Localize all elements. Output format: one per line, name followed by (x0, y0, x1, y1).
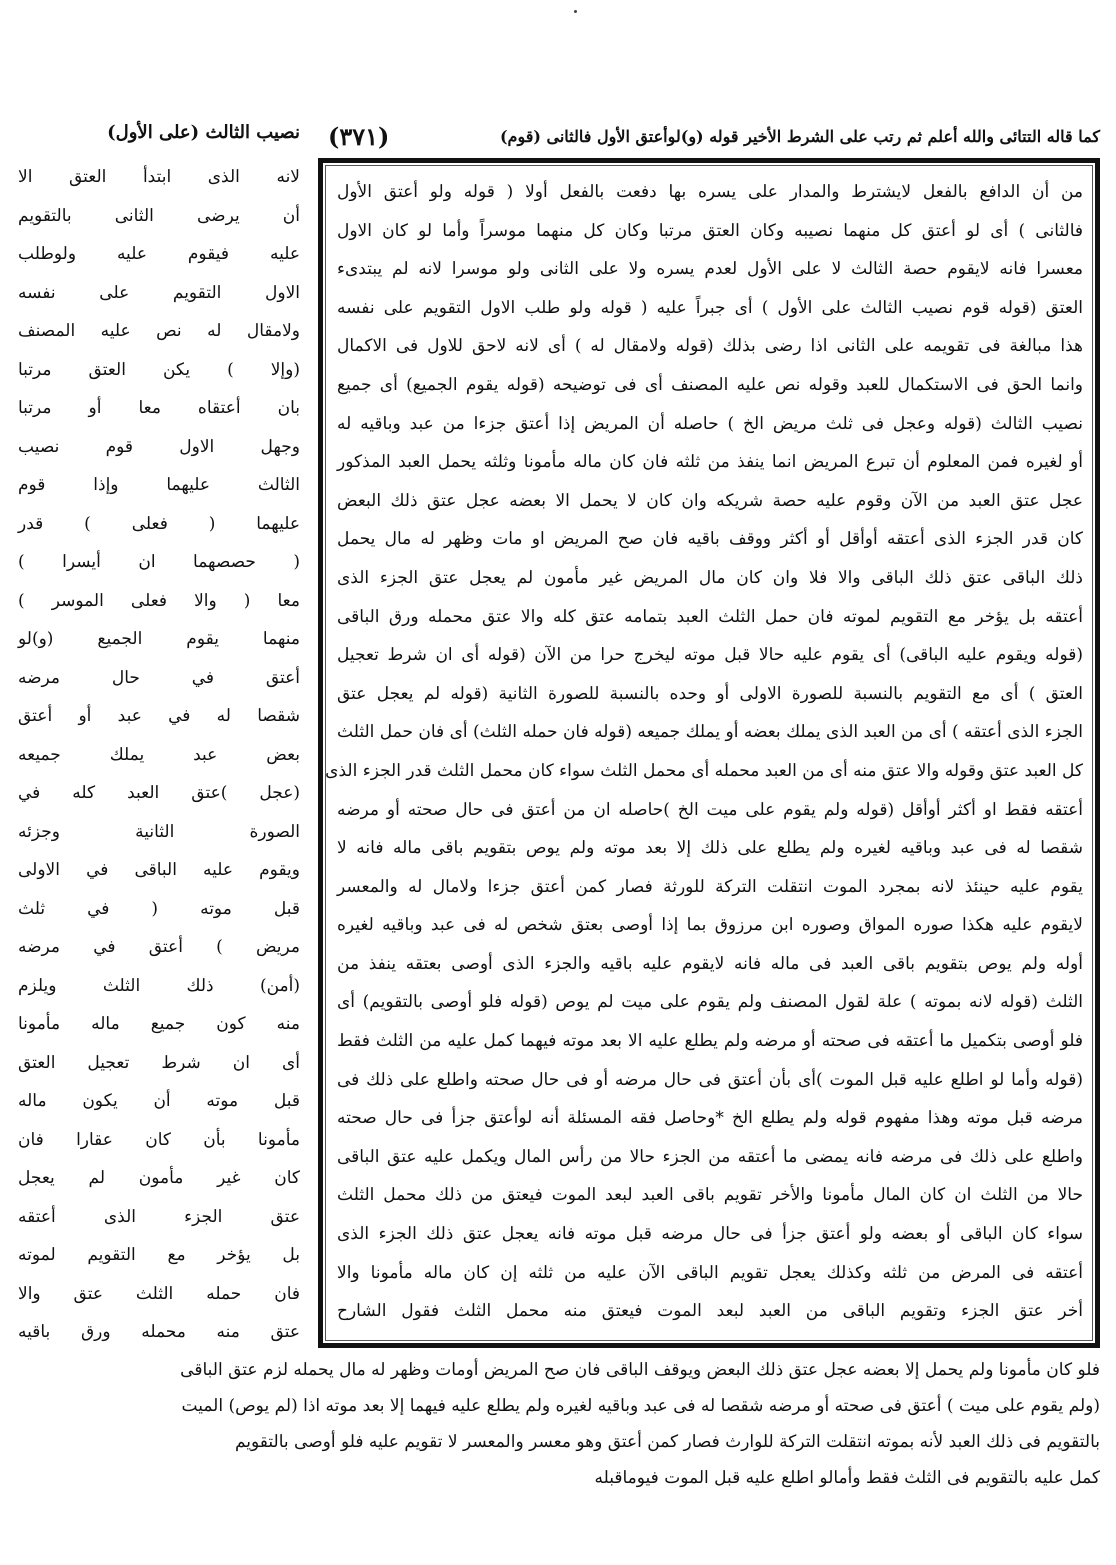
text-line: فالثانى ) أى لو أعتق كل منهما نصيبه وكان العتق مرتبا وكان كل منهما موسراً وأما لو كان الاول (337, 220, 1083, 241)
text-line: ويقوم عليه الباقى في الاولى (18, 860, 300, 880)
text-line: بان أعتقاه معا أو مرتبا (18, 398, 300, 418)
scan-speck (574, 10, 577, 13)
text-line: لايقوم عليه هكذا صوره المواق وصوره ابن مرزوق بما إذا أوصى بعتق شخص له فى عبد وباقيه لغيره (337, 915, 1083, 936)
text-line: أو لغيره فمن المعلوم أن تبرع المريض انما ينفذ من ثلثه فان كان ماله مأمونا وثلثه يحمل العبد المذكور (337, 452, 1083, 473)
text-line: فلو كان مأمونا ولم يحمل إلا بعضه عجل عتق ذلك البعض ويوقف الباقى فان صح المريض أومات وظهر له مال يحمله لزم عتق الباقى (180, 1360, 1100, 1380)
text-line: واطلع على ذلك فى مرضه فانه يمضى ما أعتقه من الجزء حالا من رأس المال ويكمل عليه عتق الباقى (337, 1146, 1083, 1167)
text-line: (ولم يقوم على ميت ) أعتق فى صحته أو مرضه شقصا له فى عبد وباقيه لغيره ولم يطلع عليه فيهما إلا بعد موته اذا (لم يوص) الميت (181, 1396, 1100, 1416)
text-line: حالا من الثلث ان كان المال مأمونا والأخر تقويم باقى العبد لبعد الموت فيعتق من ذلك محمل الثلث (337, 1185, 1083, 1206)
running-header (318, 118, 1100, 154)
text-line: أعتقه فى المرض من ثلثه وكذلك يعجل تقويم الباقى الآن عليه من ثلثه إن كان ماله مأمونا والا (337, 1262, 1083, 1283)
text-line: (أمن) ذلك الثلث ويلزم (18, 975, 300, 996)
text-line: مأمونا بأن كان عقارا فان (18, 1129, 300, 1150)
text-line: بل يؤخر مع التقويم لموته (18, 1245, 300, 1265)
text-line: أعتقه فقط او أكثر أوأقل (قوله ولم يقوم على ميت الخ )حاصله ان من أعتق فى حال صحته أو مرضه (337, 799, 1083, 820)
text-line: قبل موته ( في ثلث (18, 898, 300, 919)
text-line: كل العبد عتق وقوله والا عتق منه أى من العبد محمله أى محمل الثلث سواء كان محمل الثلث قدر الجزء الذى (325, 760, 1083, 781)
text-line: لانه الذى ابتدأ العتق الا (18, 167, 300, 187)
text-line: وجهل الاول قوم نصيب (18, 436, 300, 457)
text-line: الجزء الذى أعتقه ) أى من العبد الذى يملك بعضه أو يملك جميعه (قوله فان حمله الثلث) أى فان حمل الثلث (337, 722, 1083, 743)
text-line: عتق منه محمله ورق باقيه (18, 1322, 300, 1342)
text-line: بالتقويم فى ذلك العبد لأنه بموته انتقلت التركة للوارث فصار كمن أعتق وهو معسر والمعسر لا تقويم عليه فلو أوصى بالتقويم (234, 1432, 1100, 1452)
text-line: (قوله ويقوم عليه الباقى) أى يقوم عليه حالا قبل موته ليخرج حرا من الآن (قوله أى ان شرط تعجيل (337, 645, 1083, 666)
text-line: معا ( والا فعلى الموسر ) (18, 590, 300, 611)
side-column-main-text (18, 158, 300, 1352)
text-line: مرضه قبل موته وهذا مفهوم قوله ولم يطلع الخ *وحاصل فقه المسئلة أنه لوأعتق جزأ فى حال صحته (337, 1108, 1083, 1129)
text-line: سواء كان الباقى أو بعضه ولو أعتق جزأ فى حال مرضه قبل موته فانه يعجل عتق ذلك الجزء الذى (337, 1224, 1083, 1245)
text-line: العتق ) أى مع التقويم بالنسبة للصورة الاولى أو وحده بالنسبة للصورة الثانية (قوله لم يعجل عتق (337, 683, 1083, 704)
text-line: عتق الجزء الذى أعتقه (18, 1206, 300, 1227)
text-line: شقصا له في عبد أو أعتق (18, 706, 300, 726)
text-line: مريض ) أعتق في مرضه (18, 937, 300, 957)
text-line: هذا مبالغة فى تقويمه على الثانى اذا رضى بذلك (قوله ولامقال له ) أى لانه لاحق للاول فى الاكمال (337, 336, 1083, 357)
text-line: يقوم عليه حينئذ لانه بمجرد الموت انتقلت التركة للورثة فصار كمن أعتق جزءا ولامال له والمعسر (337, 876, 1083, 897)
text-line: (عجل )عتق العبد كله في (18, 783, 300, 803)
text-line: كان غير مأمون لم يعجل (18, 1168, 300, 1188)
side-column-heading: نصيب الثالث (على الأول) (107, 122, 300, 143)
text-line: العتق (قوله قوم نصيب الثالث على الأول ) أى جبراً عليه ( قوله ولو طلب الاول التقويم على نفسه (337, 297, 1083, 318)
text-line: الثالث عليهما وإذا قوم (18, 475, 300, 495)
text-line: ولامقال له نص عليه المصنف (18, 321, 300, 341)
text-line: أى ان شرط تعجيل العتق (18, 1052, 300, 1073)
text-line: بعض عبد يملك جميعه (18, 744, 300, 765)
text-line: الاول التقويم على نفسه (18, 282, 300, 303)
text-line: من أن الدافع بالفعل لايشترط والمدار على يسره بها دفعت بالفعل أولا ( قوله ولو أعتق الأول (337, 182, 1083, 202)
text-line: (قوله وأما لو اطلع عليه قبل الموت )أى بأن أعتق فى حال مرضه أو فى حال صحته واطلع على ذلك فى (337, 1069, 1083, 1090)
commentary-text (325, 173, 1083, 1331)
text-line: الثلث (قوله لانه بموته ) علة لقول المصنف ولم يقوم على ميت لم يوص (قوله فلو أوصى بالتقويم) أى (337, 992, 1083, 1013)
text-line: عليهما ( فعلى ) قدر (18, 513, 300, 534)
text-line: (وإلا ) يكن العتق مرتبا (18, 359, 300, 380)
text-line: شقصا له فى عبد وباقيه لغيره ولم يطلع على ذلك إلا بعد موته ولم يوص بتقويم باقى ماله فانه لا (337, 838, 1083, 859)
bottom-main-text (180, 1352, 1100, 1496)
text-line: منهما يقوم الجميع (و)لو (18, 629, 300, 649)
text-line: عليه فيقوم عليه ولوطلب (18, 244, 300, 264)
text-line: كان قدر الجزء الذى أعتقه أوأقل أو أكثر ووقف باقيه فان صح المريض او مات وظهر له مال يحمل (337, 529, 1083, 550)
text-line: عجل عتق العبد من الآن وقوم عليه حصة شريكه وان كان لا يحمل الا بعضه عجل عتق ذلك البعض (337, 490, 1083, 511)
text-line: أوله ولم يوص بتقويم باقى العبد فى ماله فانه لايقوم عليه باقيه والجزء الذى أوصى بعتقه ينفذ من (337, 953, 1083, 974)
text-line: نصيب الثالث (قوله وعجل فى ثلث مريض الخ ) حاصله أن المريض إذا أعتق جزءا من عبد وباقيه له (337, 413, 1083, 434)
text-line: الصورة الثانية وجزئه (18, 821, 300, 842)
text-line: أعتقه بل يؤخر مع التقويم لموته فان حمل الثلث العبد بتمامه عتق كله والا عتق محمله ورق الباقى (337, 606, 1083, 627)
text-line: أن يرضى الثانى بالتقويم (18, 205, 300, 226)
text-line: أخر عتق الجزء وتقويم الباقى من العبد لبعد الموت فيعتق منه محمل الثلث فقول الشارح (337, 1301, 1083, 1322)
header-running-text: كما قاله التتائى والله أعلم ثم رتب على الشرط الأخير قوله (و)لوأعتق الأول فالثانى (قوم) (499, 126, 1100, 146)
text-line: كمل عليه بالتقويم فى الثلث فقط وأمالو اطلع عليه قبل الموت فيوماقبله (594, 1468, 1100, 1488)
text-line: فان حمله الثلث عتق والا (18, 1283, 300, 1304)
text-line: معسرا فانه لايقوم حصة الثالث لا على الأول لعدم يسره ولا على الثانى ولو موسرا لانه لم يبتدىء (337, 259, 1083, 280)
text-line: ذلك الباقى عتق ذلك الباقى والا فلا وان كان مال المريض غير مأمون لم يعجل عتق الجزء الذى (337, 567, 1083, 588)
text-line: وانما الحق فى الاستكمال للعبد وقوله نص عليه المصنف أى فى توضيحه (قوله يقوم الجميع) أى جميع (337, 374, 1083, 395)
page-number: (٣٧١) (328, 121, 390, 151)
text-line: فلو أوصى بتكميل ما أعتقه فى صحته أو مرضه ولم يطلع عليه الا بعد موته فيهما كمل عليه من الثلث فقط (337, 1031, 1083, 1052)
text-line: قبل موته أن يكون ماله (18, 1091, 300, 1111)
text-line: أعتق في حال مرضه (18, 667, 300, 688)
commentary-frame (318, 158, 1100, 1348)
text-line: منه كون جميع ماله مأمونا (18, 1014, 300, 1034)
text-line: ( حصصهما ان أيسرا ) (18, 552, 300, 572)
